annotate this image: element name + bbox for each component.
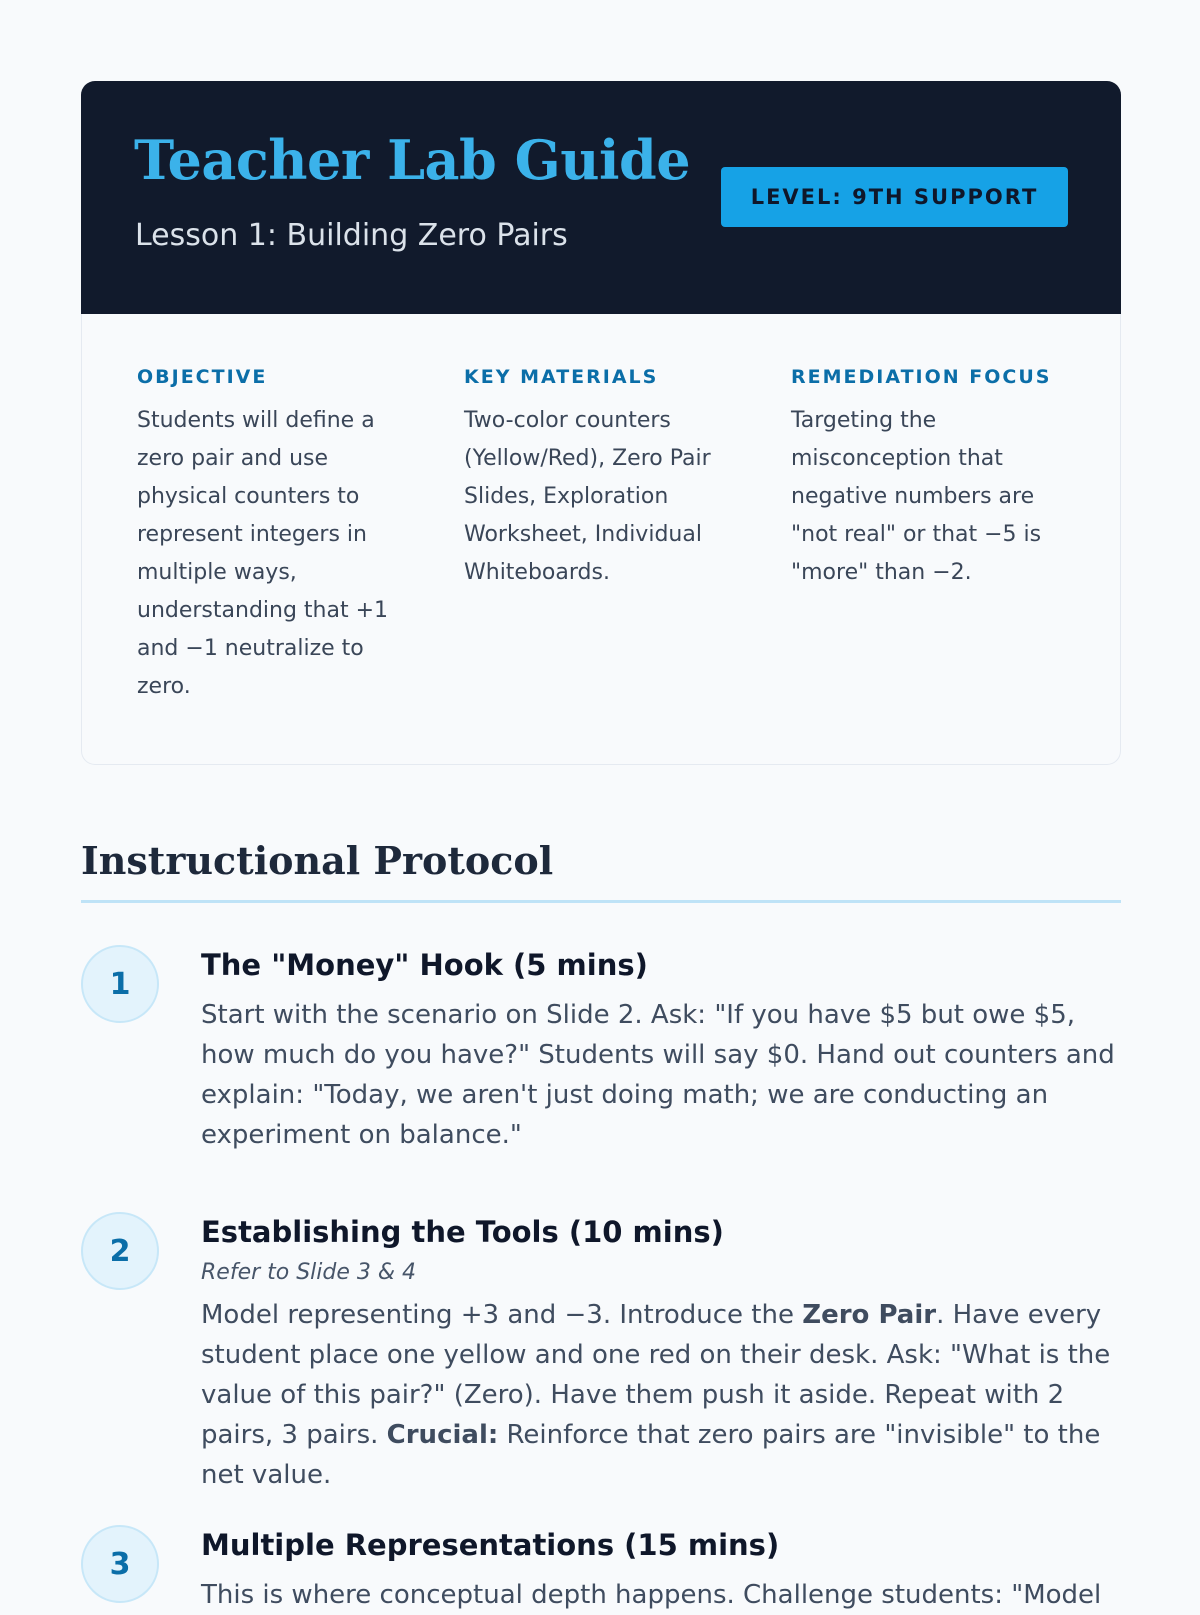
materials-section (464, 366, 734, 592)
zero-pair-term: Zero Pair (802, 1300, 937, 1330)
step-text-part: Reinforce that zero pairs are "invisible" to the net value. (201, 1420, 1101, 1490)
section-title: Instructional Protocol (81, 838, 554, 883)
step-text: This is where conceptual depth happens. Challenge students: "Model (201, 1580, 1102, 1610)
step-number-badge: 3 (81, 1525, 159, 1603)
remediation-text: Targeting the misconception that negative numbers are "not real" or that −5 is "more" than −2. (791, 408, 1042, 585)
remediation-label: REMEDIATION FOCUS (791, 366, 1052, 388)
step-number-badge: 1 (81, 945, 159, 1023)
lesson-subtitle: Lesson 1: Building Zero Pairs (135, 218, 568, 253)
step-text-part: . Have every student place one yellow and one red on their desk. Ask: "What is the value of this pair?" (Zero). Have them push it aside. Repeat with 2 pairs, 3 pairs. (201, 1300, 1111, 1450)
step-text (201, 1295, 1116, 1495)
section-divider (81, 900, 1121, 903)
materials-text: Two-color counters (Yellow/Red), Zero Pair Slides, Exploration Worksheet, Individual Whiteboards. (464, 408, 711, 585)
slide-reference: Refer to Slide 3 & 4 (201, 1260, 417, 1285)
remediation-section (791, 366, 1061, 592)
step-content (201, 1525, 1116, 1615)
step-number-badge: 2 (81, 1212, 159, 1290)
objective-text: Students will define a zero pair and use physical counters to represent integers in multiple ways, understanding that +1 and −1 neutralize to zero. (137, 408, 389, 699)
step-content (201, 945, 1116, 1155)
page-title: Teacher Lab Guide (134, 128, 691, 192)
objective-section (137, 366, 407, 706)
lesson-summary-panel (81, 314, 1121, 765)
crucial-label: Crucial: (386, 1420, 499, 1450)
step-content (201, 1212, 1116, 1495)
step-title: The "Money" Hook (5 mins) (201, 948, 648, 982)
step-text-part: Model representing +3 and −3. Introduce the (201, 1300, 803, 1330)
header-banner (81, 81, 1121, 314)
materials-label: KEY MATERIALS (464, 366, 659, 388)
level-badge: LEVEL: 9TH SUPPORT (721, 167, 1068, 227)
step-title: Establishing the Tools (10 mins) (201, 1215, 724, 1249)
step-title: Multiple Representations (15 mins) (201, 1528, 780, 1562)
step-text: Start with the scenario on Slide 2. Ask: "If you have $5 but owe $5, how much do you have?" Students will say $0. Hand out counters and explain: "Today, we aren't just doing math; we are conducting an experiment on balance." (201, 1000, 1115, 1150)
objective-label: OBJECTIVE (137, 366, 268, 388)
